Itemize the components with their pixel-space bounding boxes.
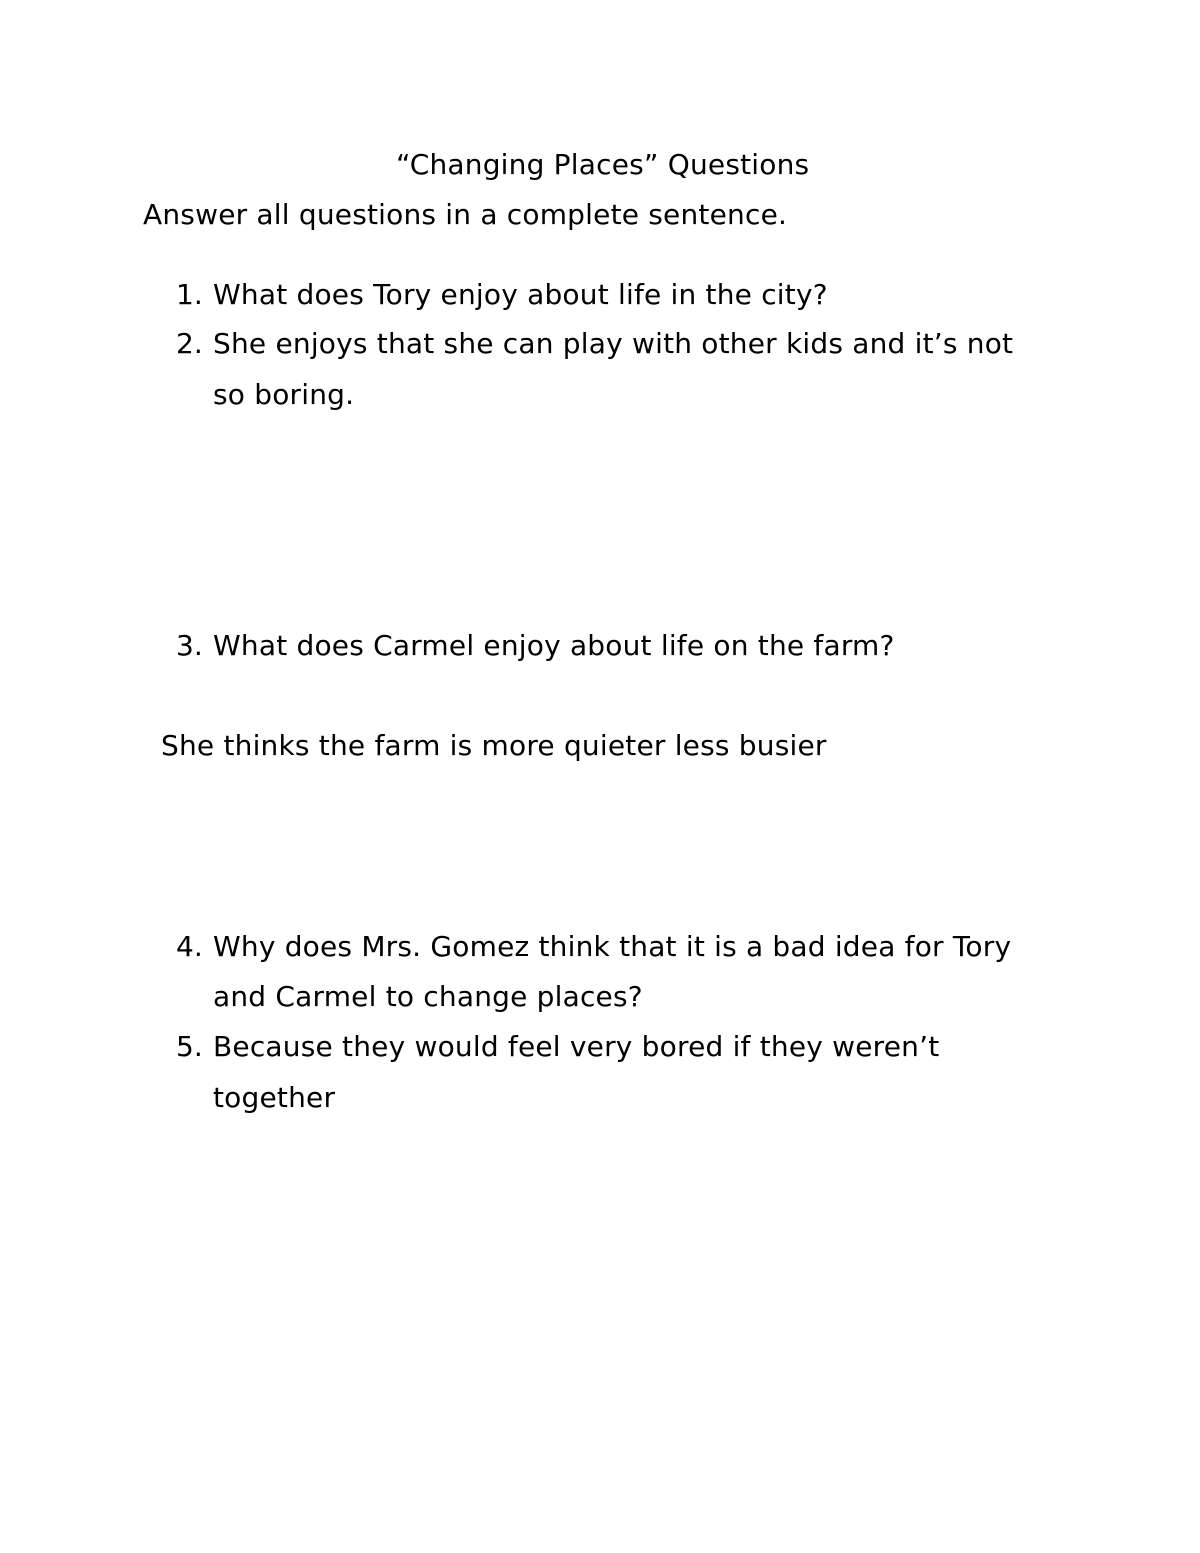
item-5-number: 5. [176,1030,203,1063]
answer-3-text: She thinks the farm is more quieter less busier [161,729,827,762]
item-1-line-1: What does Tory enjoy about life in the city? [213,278,828,311]
item-4-line-1: Why does Mrs. Gomez think that it is a bad idea for Tory [213,930,1012,963]
item-5-line-1: Because they would feel very bored if they weren’t [213,1030,940,1063]
item-2-line-2: so boring. [213,378,355,411]
item-3-number: 3. [176,629,203,662]
item-4-number: 4. [176,930,203,963]
item-2-number: 2. [176,327,203,360]
item-1-number: 1. [176,278,203,311]
instructions: Answer all questions in a complete sentence. [143,198,788,231]
item-4-line-2: and Carmel to change places? [213,980,643,1013]
item-2-line-1: She enjoys that she can play with other kids and it’s not [213,327,1014,360]
item-3-line-1: What does Carmel enjoy about life on the farm? [213,629,895,662]
item-5-line-2: together [213,1081,336,1114]
document-title: “Changing Places” Questions [396,148,810,181]
